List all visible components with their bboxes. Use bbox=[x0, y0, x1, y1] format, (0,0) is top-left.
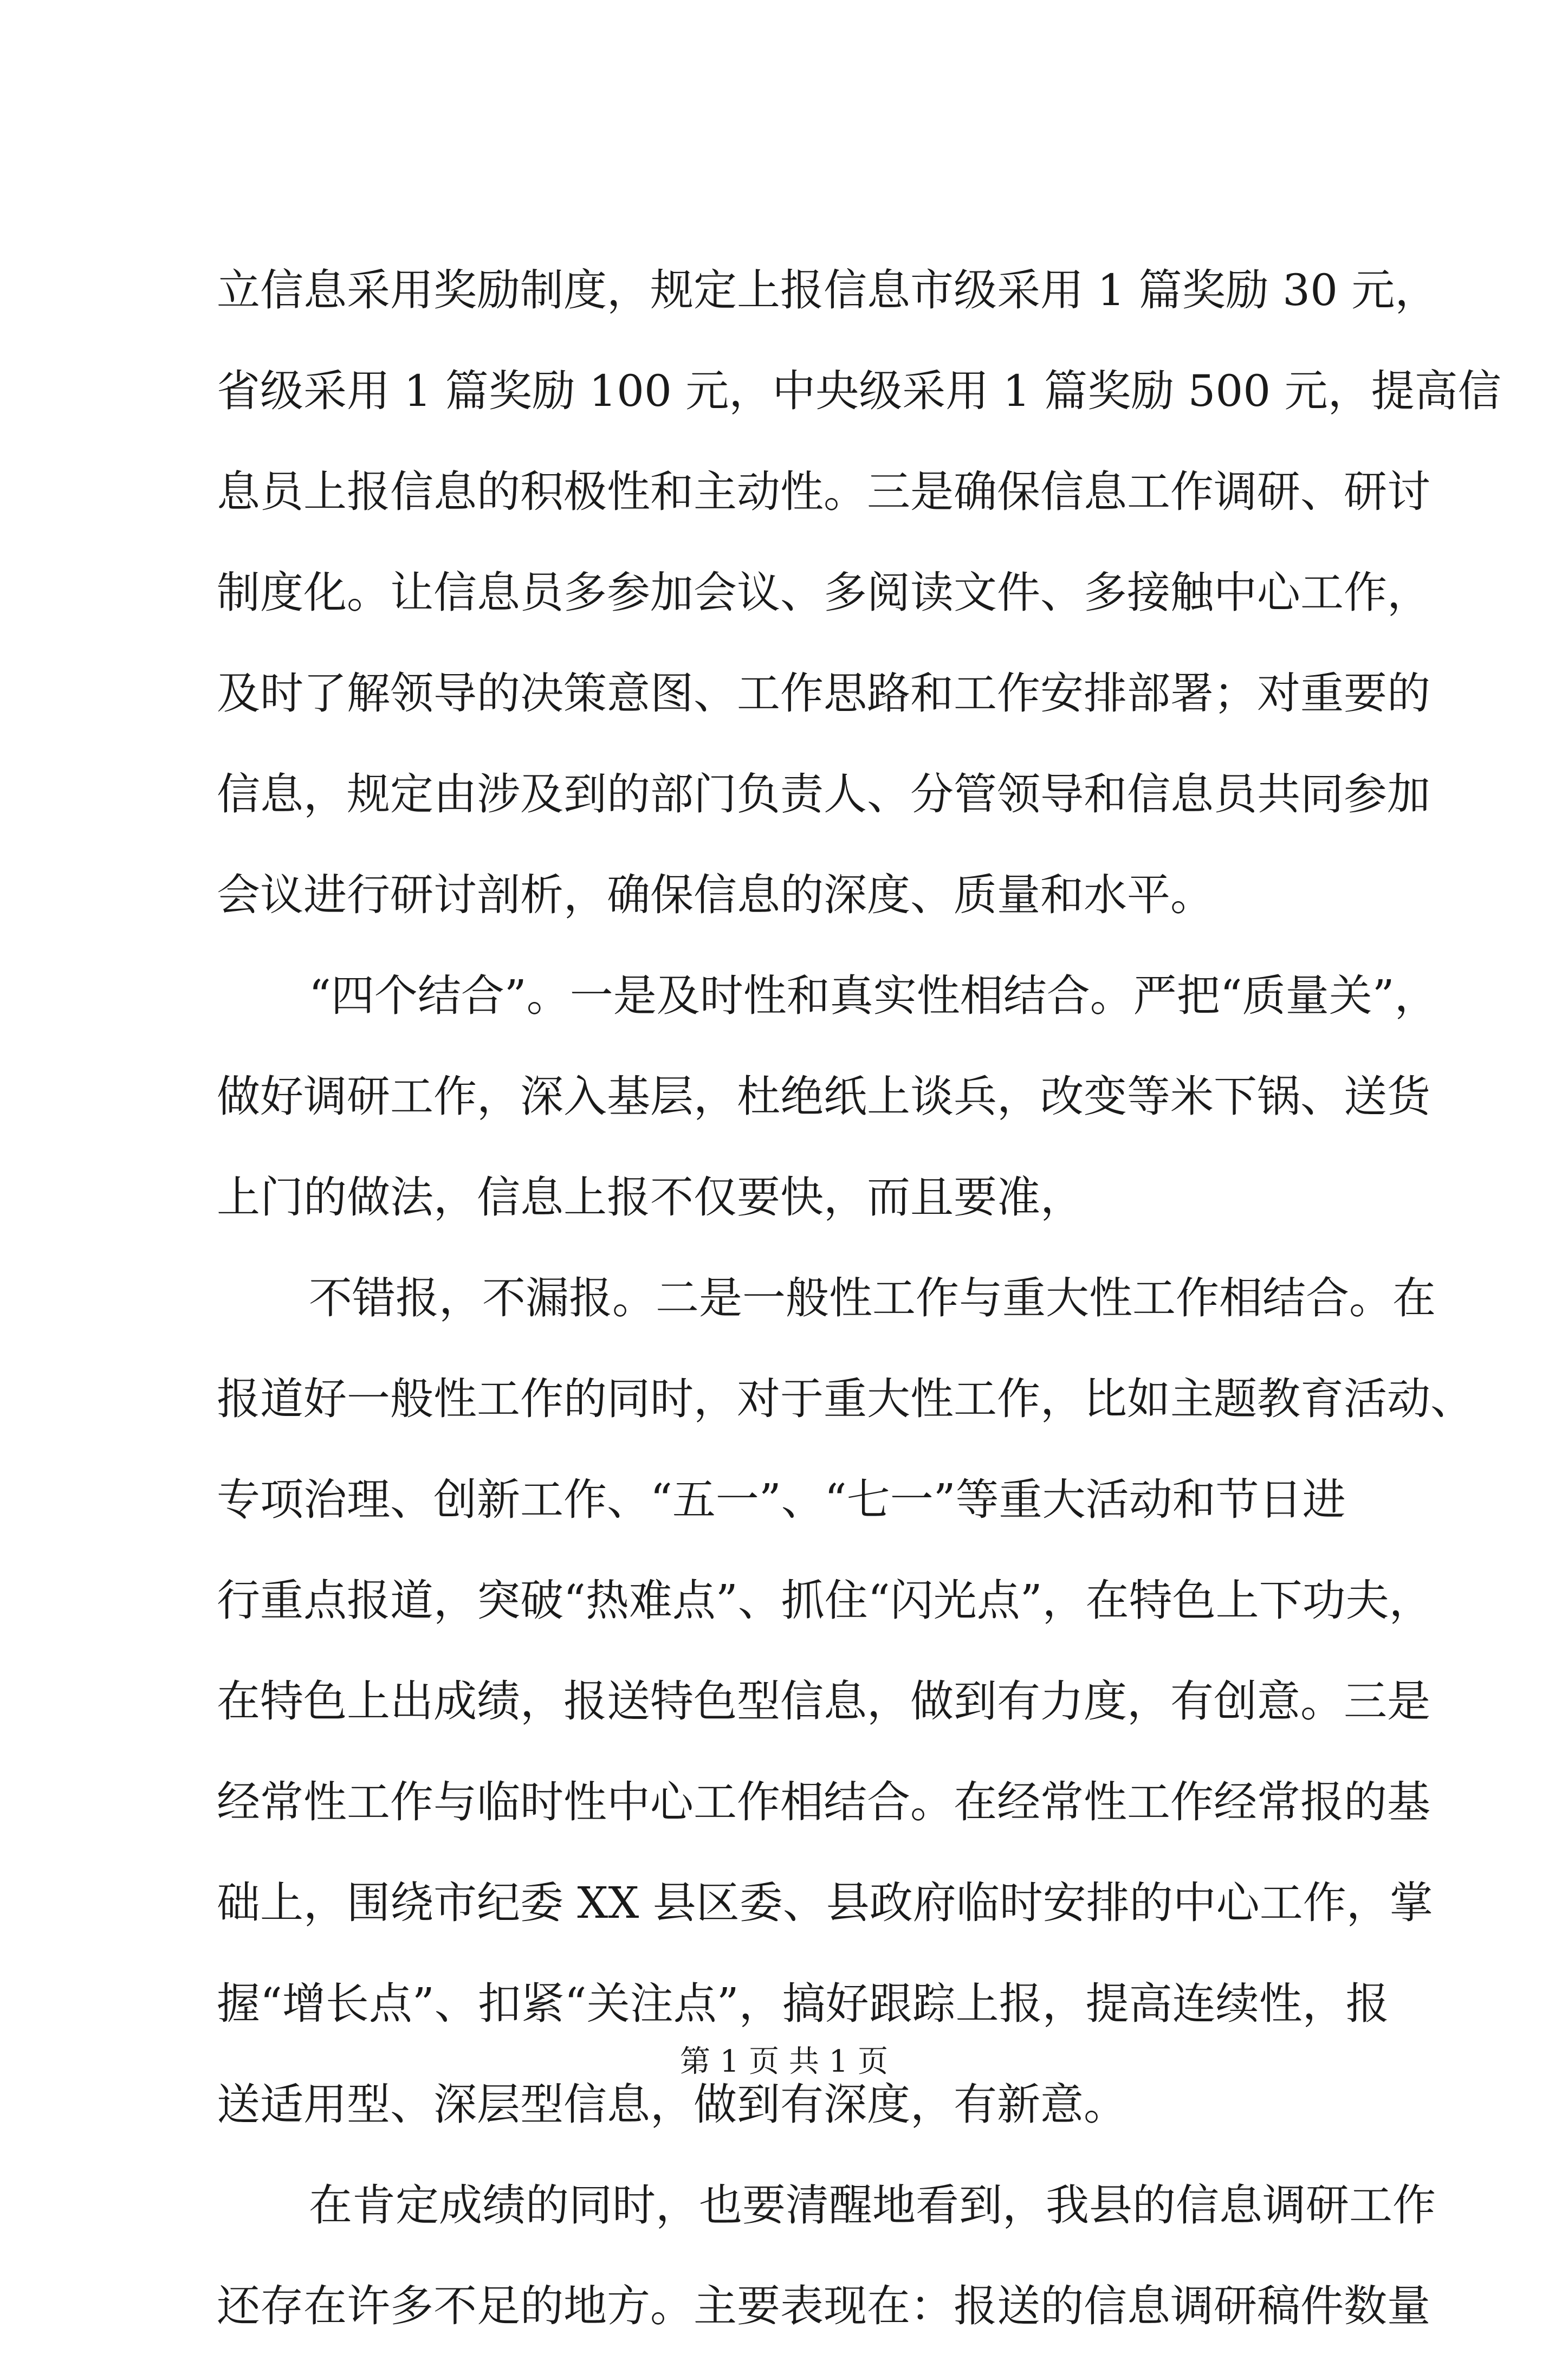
text-line: 础上，围绕市纪委 XX 县区委、县政府临时安排的中心工作，掌 bbox=[217, 1878, 1433, 1928]
text-line: 做好调研工作，深入基层，杜绝纸上谈兵，改变等米下锅、送货 bbox=[217, 1071, 1430, 1122]
text-line: 息员上报信息的积极性和主动性。三是确保信息工作调研、研讨 bbox=[217, 467, 1430, 517]
paragraph-first-line: 不错报，不漏报。二是一般性工作与重大性工作相结合。在 bbox=[309, 1273, 1436, 1323]
text-line: 还存在许多不足的地方。主要表现在：报送的信息调研稿件数量 bbox=[217, 2281, 1430, 2331]
text-line: 行重点报道，突破“热难点”、抓住“闪光点”，在特色上下功夫， bbox=[217, 1575, 1433, 1626]
text-line: 经常性工作与临时性中心工作相结合。在经常性工作经常报的基 bbox=[217, 1777, 1430, 1827]
text-line: 会议进行研讨剖析，确保信息的深度、质量和水平。 bbox=[217, 870, 1214, 920]
text-line: 上门的做法，信息上报不仅要快，而且要准， bbox=[217, 1172, 1084, 1223]
text-line: 送适用型、深层型信息，做到有深度，有新意。 bbox=[217, 2079, 1127, 2130]
paragraph-first-line: “四个结合”。一是及时性和真实性相结合。严把“质量关”， bbox=[309, 971, 1438, 1021]
text-line: 信息，规定由涉及到的部门负责人、分管领导和信息员共同参加 bbox=[217, 769, 1430, 819]
paragraph-first-line: 在肯定成绩的同时，也要清醒地看到，我县的信息调研工作 bbox=[309, 2180, 1436, 2230]
text-line: 握“增长点”、扣紧“关注点”，搞好跟踪上报，提高连续性，报 bbox=[217, 1978, 1389, 2029]
text-line: 报道好一般性工作的同时，对于重大性工作，比如主题教育活动、 bbox=[217, 1374, 1474, 1424]
text-line: 在特色上出成绩，报送特色型信息，做到有力度，有创意。三是 bbox=[217, 1676, 1430, 1726]
text-line: 制度化。让信息员多参加会议、多阅读文件、多接触中心工作， bbox=[217, 567, 1430, 618]
text-line: 立信息采用奖励制度，规定上报信息市级采用 1 篇奖励 30 元， bbox=[217, 265, 1439, 315]
text-line: 省级采用 1 篇奖励 100 元，中央级采用 1 篇奖励 500 元，提高信 bbox=[217, 366, 1501, 416]
text-line: 专项治理、创新工作、“五一”、“七一”等重大活动和节日进 bbox=[217, 1474, 1346, 1525]
page-number-footer: 第 1 页 共 1 页 bbox=[679, 2044, 889, 2079]
text-line: 及时了解领导的决策意图、工作思路和工作安排部署；对重要的 bbox=[217, 668, 1430, 719]
